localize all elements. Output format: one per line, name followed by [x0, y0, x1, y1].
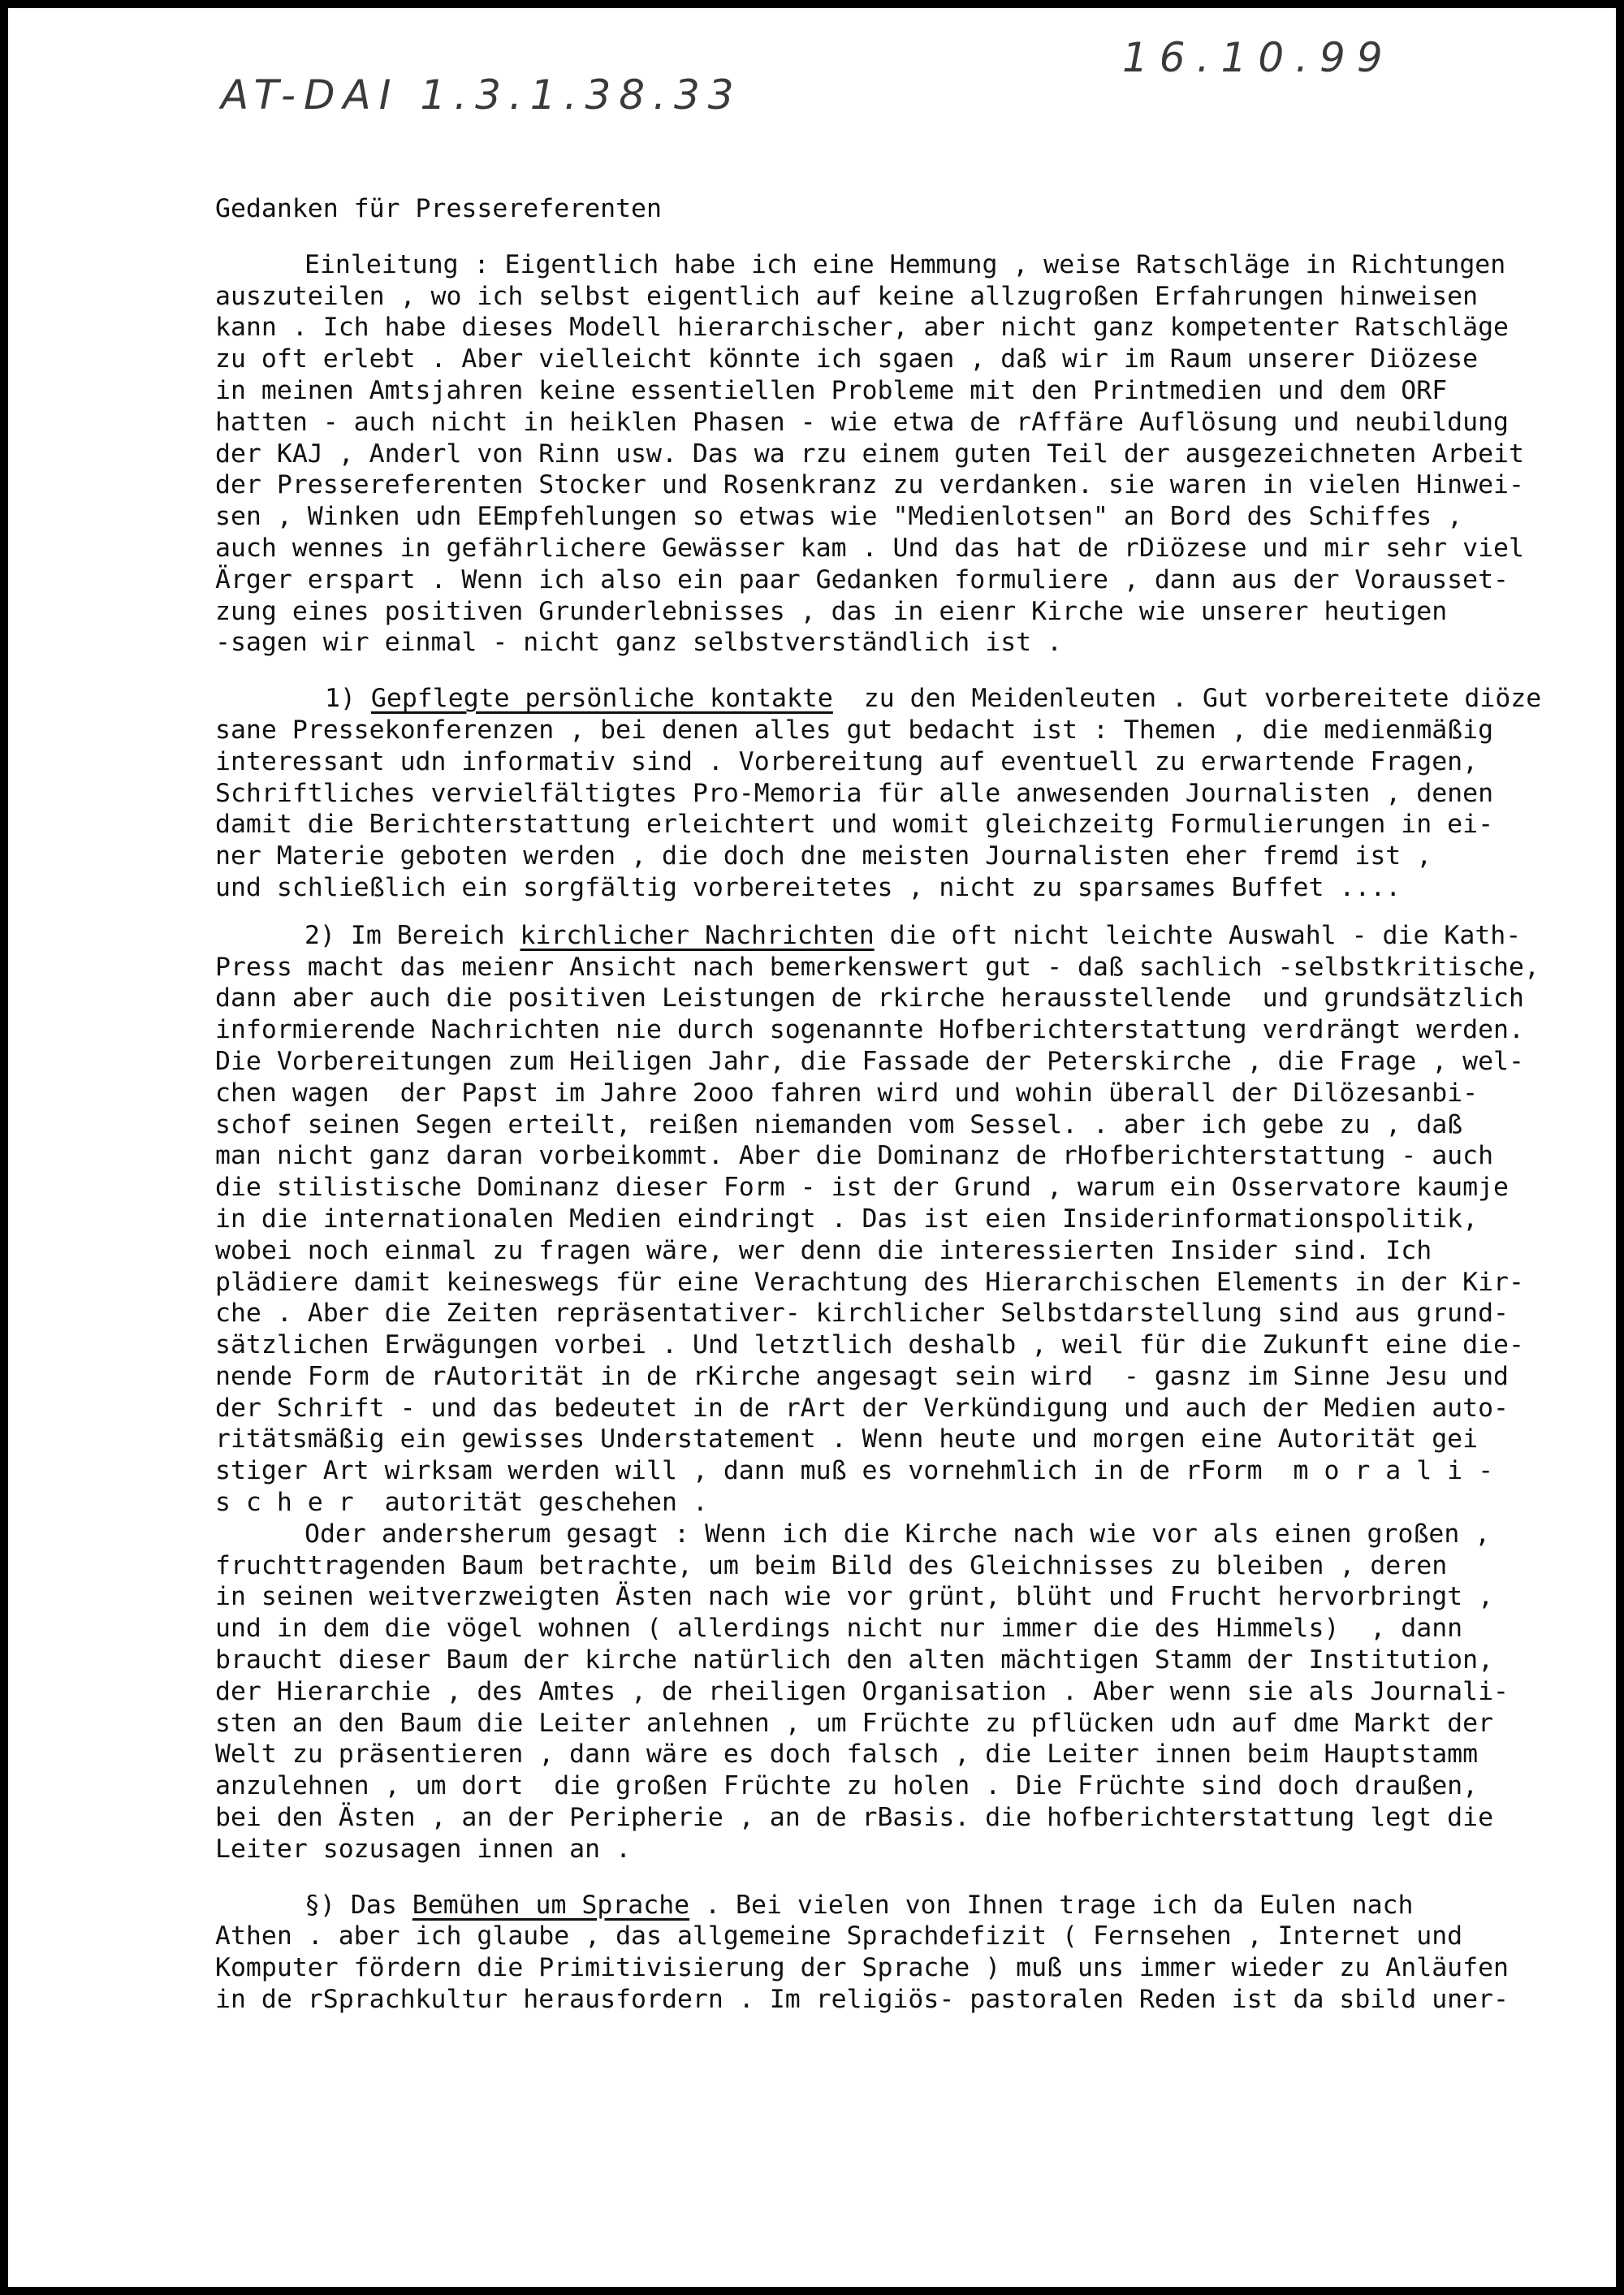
paragraph-2-sub-line: der Hierarchie , des Amtes , de rheiligen Organisation . Aber wenn sie als Journali- — [215, 1676, 1510, 1706]
paragraph-1-line: ner Materie geboten werden , die doch dne meisten Journalisten eher fremd ist , — [215, 841, 1432, 871]
paragraph-3-line: Komputer fördern die Primitivisierung der Sprache ) muß uns immer wieder zu Anläufen — [215, 1953, 1510, 1983]
intro-line: in meinen Amtsjahren keine essentiellen Probleme mit den Printmedien und dem ORF — [215, 375, 1448, 405]
paragraph-2-sub-line: sten an den Baum die Leiter anlehnen , um Früchte zu pflücken udn auf dme Markt der — [215, 1708, 1494, 1738]
paragraph-3-line: Athen . aber ich glaube , das allgemeine Sprachdefizit ( Fernsehen , Internet und — [215, 1921, 1463, 1951]
paragraph-2-line: Press macht das meienr Ansicht nach bemerkenswert gut - daß sachlich -selbstkritische, — [215, 952, 1540, 982]
paragraph-2-line: stiger Art wirksam werden will , dann muß es vornehmlich in de rForm m o r a l i - — [215, 1456, 1494, 1486]
typed-letter — [215, 193, 1587, 2016]
paragraph-2-line: plädiere damit keineswegs für eine Verachtung des Hierarchischen Elements in der Kir- — [215, 1267, 1524, 1297]
paragraph-2-line: in die internationalen Medien eindringt . Das ist eien Insiderinformationspolitik, — [215, 1204, 1479, 1234]
paragraph-1-line: sane Pressekonferenzen , bei denen alles gut bedacht ist : Themen , die medienmäßig — [215, 715, 1494, 745]
intro-line: sen , Winken udn EEmpfehlungen so etwas wie "Medienlotsen" an Bord des Schiffes , — [215, 502, 1463, 532]
intro-line: zung eines positiven Grunderlebnisses , das in eienr Kirche wie unserer heutigen — [215, 596, 1448, 626]
intro-line: hatten - auch nicht in heiklen Phasen - wie etwa de rAffäre Auflösung und neubildung — [215, 407, 1510, 437]
paragraph-2-underlined-heading: kirchlicher Nachrichten — [520, 920, 875, 950]
paragraph-2-sub-line: in seinen weitverzweigten Ästen nach wie vor grünt, blüht und Frucht hervorbringt , — [215, 1582, 1494, 1612]
paragraph-2-first-line — [215, 920, 1587, 952]
paragraph-2-line: schof seinen Segen erteilt, reißen niemanden vom Sessel. . aber ich gebe zu , daß — [215, 1109, 1463, 1139]
paragraph-2-sub-line: braucht dieser Baum der kirche natürlich den alten mächtigen Stamm der Institution, — [215, 1645, 1494, 1675]
intro-line: -sagen wir einmal - nicht ganz selbstverständlich ist . — [215, 628, 1063, 658]
paragraph-1-first-line — [215, 683, 1587, 715]
paragraph-2-sub-line: anzulehnen , um dort die großen Früchte zu holen . Die Früchte sind doch draußen, — [215, 1771, 1479, 1801]
paragraph-2-line: nende Form de rAutorität in de rKirche angesagt sein wird - gasnz im Sinne Jesu und — [215, 1361, 1510, 1391]
paragraph-2-line: Die Vorbereitungen zum Heiligen Jahr, die Fassade der Peterskirche , die Frage , wel- — [215, 1046, 1524, 1076]
intro-line: kann . Ich habe dieses Modell hierarchischer, aber nicht ganz kompetenter Ratschläge — [215, 313, 1510, 343]
intro-line: der Pressereferenten Stocker und Rosenkranz zu verdanken. sie waren in vielen Hinwei- — [215, 470, 1524, 500]
paragraph-2-line: der Schrift - und das bedeutet in de rArt der Verkündigung und auch der Medien auto- — [215, 1393, 1510, 1423]
paragraph-2-line: man nicht ganz daran vorbeikommt. Aber die Dominanz de rHofberichterstattung - auch — [215, 1141, 1494, 1171]
paragraph-3-prefix: §) Das — [304, 1890, 412, 1920]
intro-line: Einleitung : Eigentlich habe ich eine Hemmung , weise Ratschläge in Richtungen — [304, 249, 1506, 279]
paragraph-1-number: 1) — [325, 684, 371, 714]
intro-line: auszuteilen , wo ich selbst eigentlich auf keine allzugroßen Erfahrungen hinweisen — [215, 281, 1479, 311]
paragraph-3-underlined-heading: Bemühen um Sprache — [412, 1890, 690, 1920]
intro-line: Ärger erspart . Wenn ich also ein paar Gedanken formuliere , dann aus der Vorausset- — [215, 564, 1510, 594]
paragraph-2-sub-line: und in dem die vögel wohnen ( allerdings nicht nur immer die des Himmels) , dann — [215, 1614, 1463, 1644]
paragraph-1-line: damit die Berichterstattung erleichtert und womit gleichzeitg Formulierungen in ei- — [215, 810, 1494, 840]
paragraph-2-line: dann aber auch die positiven Leistungen de rkirche herausstellende und grundsätzlich — [215, 983, 1524, 1014]
paragraph-2-sub-line: fruchttragenden Baum betrachte, um beim Bild des Gleichnisses zu bleiben , deren — [215, 1550, 1448, 1580]
paragraph-2-sub-line: Leiter sozusagen innen an . — [215, 1834, 632, 1864]
paragraph-2-line: die stilistische Dominanz dieser Form - ist der Grund , warum ein Osservatore kaumje — [215, 1173, 1510, 1203]
paragraph-2-sub-line: Welt zu präsentieren , dann wäre es doch falsch , die Leiter innen beim Hauptstamm — [215, 1740, 1479, 1770]
paragraph-1-line: Schriftliches vervielfältigtes Pro-Memoria für alle anwesenden Journalisten , denen — [215, 778, 1494, 808]
paragraph-2-sub-line: bei den Ästen , an der Peripherie , an de rBasis. die hofberichterstattung legt die — [215, 1803, 1494, 1833]
paragraph-1-line: und schließlich ein sorgfältig vorbereitetes , nicht zu sparsames Buffet .... — [215, 872, 1402, 902]
handwritten-date: 16.10.99 — [1122, 34, 1394, 81]
paragraph-2-line: informierende Nachrichten nie durch sogenannte Hofberichterstattung verdrängt werden. — [215, 1015, 1524, 1045]
paragraph-2-line: sätzlichen Erwägungen vorbei . Und letztlich deshalb , weil für die Zukunft eine die- — [215, 1330, 1524, 1360]
paragraph-3-line: in de rSprachkultur herausfordern . Im religiös- pastoralen Reden ist da sbild uner- — [215, 1985, 1510, 2015]
paragraph-2-sub-first-line: Oder andersherum gesagt : Wenn ich die Kirche nach wie vor als einen großen , — [304, 1519, 1491, 1549]
paragraph-2-prefix: 2) Im Bereich — [304, 920, 520, 950]
paragraph-2-line: che . Aber die Zeiten repräsentativer- kirchlicher Selbstdarstellung sind aus grund- — [215, 1299, 1510, 1329]
intro-line: auch wennes in gefährlichere Gewässer kam . Und das hat de rDiözese und mir sehr viel — [215, 533, 1524, 563]
paragraph-1-first-line-rest: zu den Meidenleuten . Gut vorbereitete diöze — [832, 684, 1542, 714]
paragraph-1-line: interessant udn informativ sind . Vorbereitung auf eventuell zu erwartende Fragen, — [215, 746, 1479, 776]
archive-reference-annotation: AT-DAI 1.3.1.38.33 — [221, 71, 742, 119]
intro-line: zu oft erlebt . Aber vielleicht könnte ich sgaen , daß wir im Raum unserer Diözese — [215, 344, 1479, 374]
paragraph-2-line: ritätsmäßig ein gewisses Understatement . Wenn heute und morgen eine Autorität gei — [215, 1424, 1479, 1454]
paragraph-1-contacts — [215, 683, 1587, 904]
document-title: Gedanken für Pressereferenten — [215, 194, 662, 223]
paragraph-3-language — [215, 1890, 1587, 2016]
intro-line: der KAJ , Anderl von Rinn usw. Das wa rzu einem guten Teil der ausgezeichneten Arbeit — [215, 439, 1524, 469]
paragraph-1-underlined-heading: Gepflegte persönliche kontakte — [370, 684, 833, 714]
paragraph-2-line: chen wagen der Papst im Jahre 2ooo fahren wird und wohin überall der Dilözesanbi- — [215, 1078, 1479, 1108]
paragraph-3-first-line-rest: . Bei vielen von Ihnen trage ich da Eulen nach — [689, 1890, 1414, 1920]
paragraph-2-line: s c h e r autorität geschehen . — [215, 1488, 708, 1518]
intro-paragraph — [215, 249, 1587, 659]
paragraph-2-first-line-rest: die oft nicht leichte Auswahl - die Kath- — [874, 920, 1522, 950]
document-page — [8, 8, 1616, 2287]
paragraph-3-first-line — [215, 1890, 1587, 1921]
paragraph-2-church-news — [215, 920, 1587, 1865]
paragraph-2-line: wobei noch einmal zu fragen wäre, wer denn die interessierten Insider sind. Ich — [215, 1235, 1432, 1265]
